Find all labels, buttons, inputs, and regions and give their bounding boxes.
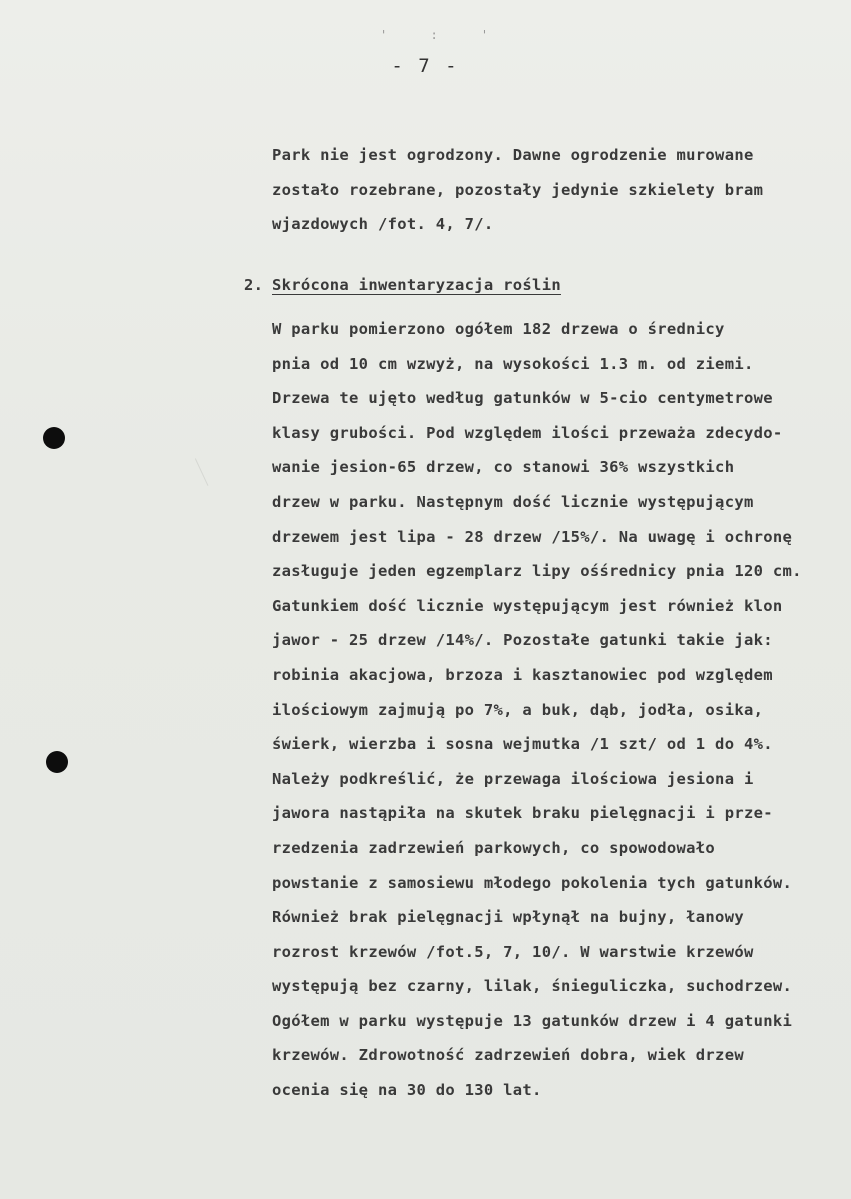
text-line: Należy podkreślić, że przewaga ilościowa jesiona i xyxy=(272,769,754,788)
text-line: zasługuje jeden egzemplarz lipy ośśrednicy pnia 120 cm. xyxy=(272,562,802,581)
page-number: - 7 - xyxy=(391,55,459,77)
text-line: świerk, wierzba i sosna wejmutka /1 szt/ od 1 do 4%. xyxy=(272,735,773,754)
text-line: wjazdowych /fot. 4, 7/. xyxy=(272,215,494,234)
pencil-mark xyxy=(195,448,230,486)
binder-hole xyxy=(43,427,65,449)
text-line: pnia od 10 cm wzwyż, na wysokości 1.3 m. od ziemi. xyxy=(272,354,754,373)
text-line: W parku pomierzono ogółem 182 drzewa o średnicy xyxy=(272,320,725,338)
top-marks: ' : ' xyxy=(380,28,507,42)
text-line: rzedzenia zadrzewień parkowych, co spowodowało xyxy=(272,838,716,857)
text-line: Drzewa te ujęto według gatunków w 5-cio centymetrowe xyxy=(272,389,773,408)
text-line: Ogółem w parku występuje 13 gatunków drzew i 4 gatunki xyxy=(272,1011,793,1030)
section-heading xyxy=(244,268,561,302)
paragraph-fence xyxy=(272,138,832,242)
text-line: występują bez czarny, lilak, śnieguliczka, suchodrzew. xyxy=(272,977,793,996)
text-line: ocenia się na 30 do 130 lat. xyxy=(272,1081,542,1100)
text-line: powstanie z samosiewu młodego pokolenia tych gatunków. xyxy=(272,873,793,892)
text-line: wanie jesion-65 drzew, co stanowi 36% wszystkich xyxy=(272,458,735,477)
binder-hole xyxy=(46,751,68,773)
text-line: klasy grubości. Pod względem ilości przeważa zdecydo- xyxy=(272,423,783,442)
text-line: ilościowym zajmują po 7%, a buk, dąb, jodła, osika, xyxy=(272,700,764,719)
text-line: Również brak pielęgnacji wpłynął na bujny, łanowy xyxy=(272,908,744,927)
text-line: rozrost krzewów /fot.5, 7, 10/. W warstwie krzewów xyxy=(272,942,754,961)
text-line: Park nie jest ogrodzony. Dawne ogrodzenie murowane xyxy=(272,146,754,164)
text-line: drzewem jest lipa - 28 drzew /15%/. Na uwagę i ochronę xyxy=(272,527,793,546)
text-line: jawor - 25 drzew /14%/. Pozostałe gatunki takie jak: xyxy=(272,631,773,650)
text-line: drzew w parku. Następnym dość licznie występującym xyxy=(272,492,754,511)
section-title: Skrócona inwentaryzacja roślin xyxy=(272,276,561,294)
text-line: jawora nastąpiła na skutek braku pielęgnacji i prze- xyxy=(272,804,773,823)
paragraph-inventory xyxy=(272,312,832,1108)
text-line: zostało rozebrane, pozostały jedynie szkielety bram xyxy=(272,180,764,199)
text-line: Gatunkiem dość licznie występującym jest również klon xyxy=(272,596,783,615)
text-line: robinia akacjowa, brzoza i kasztanowiec pod względem xyxy=(272,665,773,684)
section-number: 2. xyxy=(244,276,264,294)
text-line: krzewów. Zdrowotność zadrzewień dobra, wiek drzew xyxy=(272,1046,744,1065)
